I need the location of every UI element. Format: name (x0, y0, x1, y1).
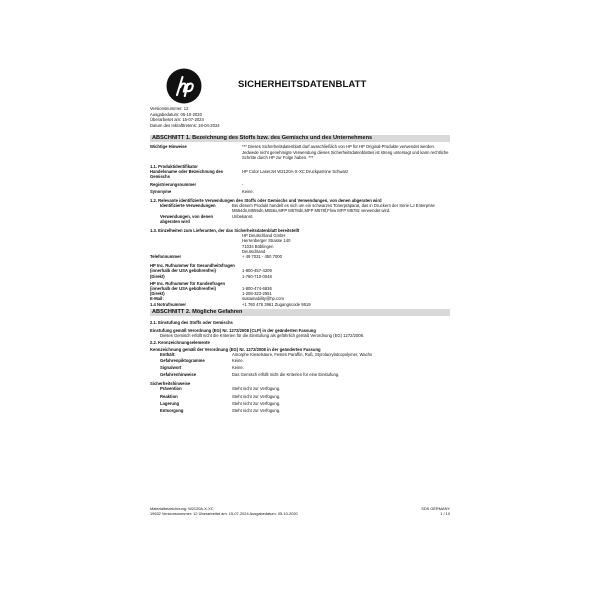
supplier-street: Herrenberger Strasse 140 (242, 238, 291, 244)
trade-name-value: HP Color LaserJet W2120A-X-XC Druckpatrone Schwarz (242, 169, 349, 175)
customer-direct-label: (Direkt) (150, 291, 165, 297)
health-direct-row (150, 274, 450, 279)
advised-against-row (150, 214, 450, 224)
response-label: Reaktion (160, 393, 178, 399)
health-direct-value: 1-760-710-0048 (242, 273, 272, 279)
footer-version-info: 19632 Versionsnummer: 12 Überarbeitet am: 15-07-2024 Ausgabedatum: 05-10-2020 (150, 511, 298, 517)
customer-direct-value: 1-208-323-2551 (242, 291, 272, 297)
disposal-value: Steht nicht zur Verfügung. (232, 407, 281, 413)
synonyms-label: Synonyme (150, 188, 172, 194)
registration-row (150, 182, 450, 187)
important-notes-value: *** Dieses Sicherheitsdatenblatt darf ausschließlich von HP für HP Original-Produkte verwendet werden. Jedwede nicht genehmigte Verwendung dieses Sicherheitsdatenblattes ist streng untersagt und kann rechtliche Schritte durch HP zur Folge haben. *** (242, 144, 449, 160)
identified-uses-row (150, 203, 450, 213)
supplier-country: Deutschland (242, 248, 266, 254)
emergency-value: +1 760 476 3961 Zugangscode 9519 (242, 301, 311, 307)
pictograms-row (150, 358, 450, 363)
customer-usa-label: (innerhalb der USA gebührenfrei) (150, 286, 216, 292)
phone-row (150, 254, 450, 259)
revision-date: Überarbeitet am: 15-07-2024 (150, 117, 204, 123)
subsection-2-2: 2.2. Kennzeichnungselemente (150, 339, 210, 345)
emergency-row (150, 302, 450, 307)
synonyms-row (150, 189, 450, 194)
hazard-statements-row (150, 372, 450, 377)
health-hotline-label: HP Inc. Rufnummer für Gesundheitsfragen (150, 263, 235, 269)
customer-usa-value: 1-800-474-6836 (242, 286, 272, 292)
contains-label: Enthält: (160, 352, 176, 358)
document-title: SICHERHEITSDATENBLATT (238, 79, 367, 90)
hazard-statements-value: Das Gemisch erfüllt nicht die Kriterien für eine Einstufung. (232, 371, 340, 377)
storage-label: Lagerung (160, 400, 180, 406)
signal-word-label: Signalwort (160, 364, 182, 370)
synonyms-value: Keine. (242, 188, 254, 194)
customer-hotline-label: HP Inc. Rufnummer für Kundenfragen (150, 280, 226, 286)
emergency-label: 1.4 Notrufnummer (150, 301, 187, 307)
response-row (150, 394, 450, 399)
hazard-statements-label: Gefahrenhinweise (160, 371, 197, 377)
subsection-1-3: 1.3. Einzelheiten zum Lieferanten, der das Sicherheitsdatenblatt bereitstellt (150, 228, 300, 234)
health-usa-value: 1-800-457-4209 (242, 268, 272, 274)
footer-page-number: 1 / 10 (440, 511, 450, 517)
subsection-1-1: 1.1. Produktidentifikator (150, 164, 198, 170)
pictograms-label: Gefahrenpiktogramme (160, 357, 205, 363)
contains-value: Amorphe Kieselsäure, Festes Paraffin, Ruß, Styrolacrylatcopolymer, Wachs (232, 352, 373, 358)
trade-name-label: Handelsname oder Bezeichnung des Gemischs (150, 169, 224, 180)
important-notes-label: Wichtige Hinweise (150, 144, 187, 150)
prevention-value: Steht nicht zur Verfügung. (232, 386, 281, 392)
email-value: sustainability@hp.com (242, 296, 284, 302)
health-usa-label: (innerhalb der USA gebührenfrei) (150, 268, 216, 274)
subsection-2-1: 2.1. Einstufung des Stoffs oder Gemischs (150, 320, 233, 326)
issue-date: Ausgabedatum: 05-10-2020 (150, 111, 202, 117)
storage-value: Steht nicht zur Verfügung. (232, 400, 281, 406)
version-number: Versionsnummer: 12 (150, 106, 189, 111)
response-value: Steht nicht zur Verfügung. (232, 393, 281, 399)
labelling-heading: Kennzeichnung gemäß der Verordnung (EG) Nr. 1272/2008 in der geänderten Fassung (150, 347, 321, 353)
section-2-heading: ABSCHNITT 2. Mögliche Gefahren (150, 309, 450, 316)
advised-against-value: Unbekannt. (232, 213, 254, 219)
disposal-label: Entsorgung (160, 407, 184, 413)
phone-label: Telefonnummer (150, 254, 182, 260)
prevention-row (150, 386, 450, 391)
subsection-1-2: 1.2. Relevante identifizierte Verwendungen des Stoffs oder Gemischs und Verwendungen, von denen abgeraten wird (150, 198, 382, 204)
precautionary-heading: Sicherheitshinweise (150, 381, 191, 387)
document-meta (150, 106, 220, 129)
identified-uses-label: Identifizierte Verwendungen (160, 203, 216, 209)
page-footer (150, 506, 450, 516)
email-label: E-Mail: (150, 296, 164, 302)
health-direct-label: (Direkt) (150, 273, 165, 279)
effective-date: Datum des Inkrafttretens: 18-04-2024 (150, 123, 220, 129)
footer-material: Materialbezeichnung: W2120A-X-XC (150, 506, 214, 511)
supplier-address-row (150, 233, 450, 254)
registration-value: - (242, 181, 244, 187)
registration-label: Registrierungsnummer (150, 181, 197, 187)
clp-classification-heading: Einstufung gemäß Verordnung (EG) Nr. 1272/2008 (CLP) in der geänderten Fassung (150, 327, 316, 333)
pictograms-value: Keine. (232, 357, 244, 363)
section-1-heading: ABSCHNITT 1. Bezeichnung des Stoffs bzw. des Gemischs und des Unternehmens (150, 135, 450, 142)
signal-word-value: Keine. (232, 364, 244, 370)
storage-row (150, 401, 450, 406)
disposal-row (150, 408, 450, 413)
important-notes-row (150, 144, 450, 160)
footer-code: SDS GERMANY (421, 506, 450, 511)
supplier-address (242, 233, 450, 254)
supplier-city: 71034 Böblingen (242, 243, 274, 249)
phone-value: + 49 7031 - 450 7000 (242, 254, 282, 260)
clp-classification-text: Dieses Gemisch erfüllt nicht die Kriterien für die Einstufung als gefährlich gemäß Verordnung (EG) 1272/2008. (160, 332, 365, 338)
signal-word-row (150, 365, 450, 370)
hp-logo-icon (166, 68, 202, 104)
sds-content (150, 135, 450, 413)
trade-name-row (150, 169, 450, 179)
advised-against-label: Verwendungen, von denen abgeraten wird (160, 213, 214, 224)
supplier-name: HP Deutschland GmbH (242, 233, 286, 239)
prevention-label: Prävention (160, 386, 182, 392)
identified-uses-value: Bei diesem Produkt handelt es sich um ein schwarzes Tonerpräparat, das in Druckern der Serie LJ Enterprise M554dn,M555dn,M555x,MFP M578dn,MFP M578f,Flow MFP M578z verwendet wird. (232, 203, 435, 214)
